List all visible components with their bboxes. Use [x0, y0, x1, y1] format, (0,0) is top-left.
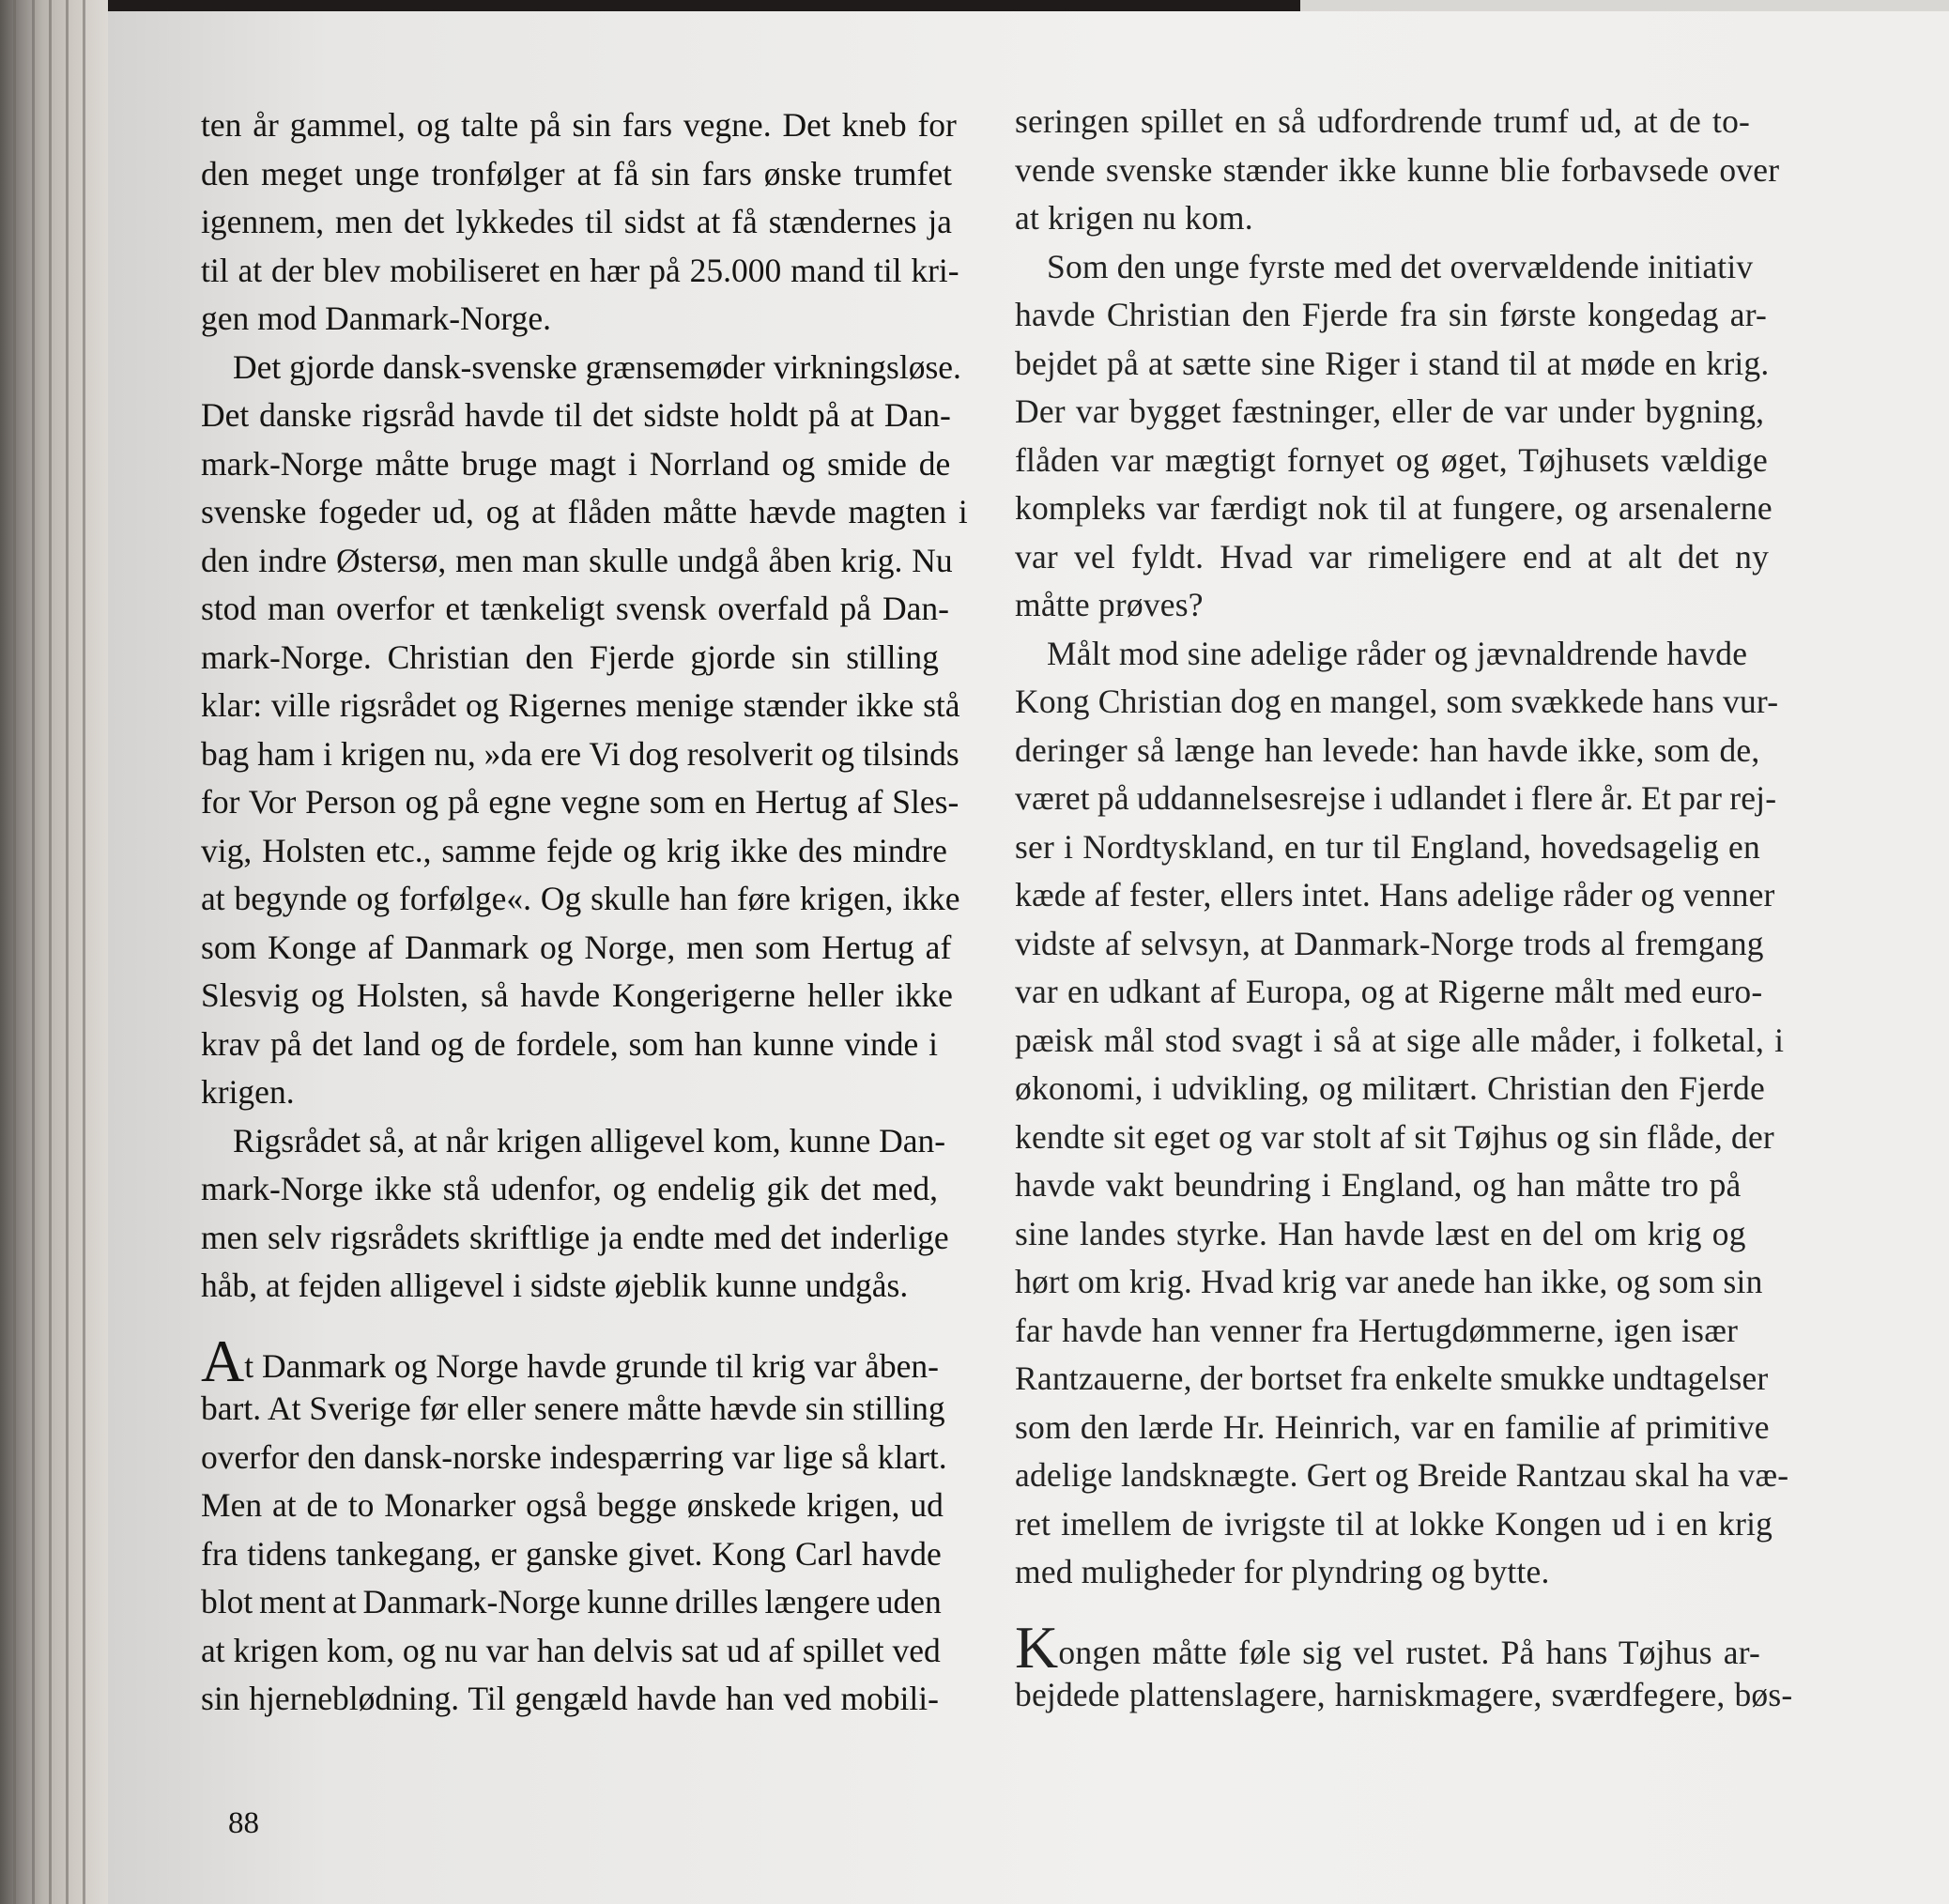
text-line: ret imellem de ivrigste til at lokke Kongen ud i en krig — [1015, 1504, 1773, 1543]
text-line: pæisk mål stod svagt i så at sige alle måder, i folketal, i — [1015, 1021, 1785, 1059]
paragraph — [201, 1117, 980, 1311]
section-paragraph — [1015, 1613, 1850, 1720]
text-line: havde vakt beundring i England, og han måtte tro på — [1015, 1166, 1742, 1204]
text-line: været på uddannelsesrejse i udlandet i flere år. Et par rej- — [1015, 779, 1777, 817]
text-line: for Vor Person og på egne vegne som en Hertug af Sles- — [201, 783, 959, 821]
text-line: Der var bygget fæstninger, eller de var under bygning, — [1015, 392, 1765, 430]
left-column — [201, 101, 980, 1724]
text-line — [1015, 1613, 1850, 1681]
text-run: ongen måtte føle sig vel rustet. På hans Tøjhus ar- — [1058, 1633, 1761, 1671]
text-line: ser i Nordtyskland, en tur til England, hovedsagelig en — [1015, 827, 1760, 866]
text-line: bejdet på at sætte sine Riger i stand til at møde en krig. — [1015, 344, 1770, 382]
text-line: hørt om krig. Hvad krig var anede han ikke, og som sin — [1015, 1263, 1763, 1300]
text-line: overfor den dansk-norske indespærring var lige så klart. — [201, 1437, 947, 1476]
text-line: Kong Christian dog en mangel, som svækkede hans vur- — [1015, 683, 1779, 720]
text-line: kendte sit eget og var stolt af sit Tøjhus og sin flåde, der — [1015, 1117, 1774, 1156]
text-line: bejdede plattenslagere, harniskmagere, sværdfegere, bøs- — [1015, 1676, 1793, 1713]
text-line: stod man overfor et tænkeligt svensk overfald på Dan- — [201, 590, 949, 627]
text-line: at krigen nu kom. — [1015, 199, 1253, 237]
text-line: flåden var mægtigt fornyet og øget, Tøjhusets vældige — [1015, 440, 1768, 479]
text-line: mark-Norge. Christian den Fjerde gjorde sin stilling — [201, 637, 939, 676]
text-line: at krigen kom, og nu var han delvis sat ud af spillet ved — [201, 1631, 941, 1669]
text-line: som Konge af Danmark og Norge, men som Hertug af — [201, 928, 952, 966]
text-line: vidste af selvsyn, at Danmark-Norge trods al fremgang — [1015, 924, 1764, 962]
paragraph — [201, 344, 980, 1117]
text-line: mark-Norge ikke stå udenfor, og endelig gik det med, — [201, 1170, 938, 1207]
text-line: kompleks var færdigt nok til at fungere, og arsenalerne — [1015, 489, 1773, 527]
section-paragraph — [201, 1327, 980, 1724]
text-line: Rantzauerne, der bortset fra enkelte smukke undtagelser — [1015, 1359, 1769, 1397]
text-line: måtte prøves? — [1015, 586, 1204, 623]
text-line: at begynde og forfølge«. Og skulle han føre krigen, ikke — [201, 880, 960, 917]
text-line: bag ham i krigen nu, »da ere Vi dog resolverit og tilsinds — [201, 734, 959, 773]
text-line: men selv rigsrådets skriftlige ja endte med det inderlige — [201, 1218, 949, 1256]
text-line: krigen. — [201, 1073, 295, 1111]
drop-cap: A — [201, 1327, 245, 1394]
text-line: bart. At Sverige før eller senere måtte hævde sin stilling — [201, 1390, 945, 1427]
right-column — [1015, 98, 1850, 1720]
text-line: til at der blev mobiliseret en hær på 25.000 mand til kri- — [201, 251, 959, 289]
book-page-edges — [0, 0, 108, 1904]
text-line: far havde han venner fra Hertugdømmerne, igen især — [1015, 1311, 1739, 1349]
text-line: håb, at fejden alligevel i sidste øjeblik kunne undgås. — [201, 1267, 909, 1304]
text-line: sin hjerneblødning. Til gengæld havde han ved mobili- — [201, 1680, 939, 1717]
text-line: adelige landsknægte. Gert og Breide Rantzau skal ha væ- — [1015, 1456, 1789, 1494]
text-line: Men at de to Monarker også begge ønskede krigen, ud — [201, 1486, 944, 1524]
text-line: Som den unge fyrste med det overvældende initiativ — [1047, 247, 1754, 285]
paragraph — [1015, 98, 1850, 243]
text-line: vig, Holsten etc., samme fejde og krig ikke des mindre — [201, 831, 947, 869]
text-line: fra tidens tankegang, er ganske givet. Kong Carl havde — [201, 1534, 942, 1573]
book-page — [108, 11, 1949, 1904]
text-line: mark-Norge måtte bruge magt i Norrland og smide de — [201, 444, 951, 483]
text-line: deringer så længe han levede: han havde ikke, som de, — [1015, 730, 1760, 769]
text-line: ten år gammel, og talte på sin fars vegne. Det kneb for — [201, 106, 957, 144]
text-line: den indre Østersø, men man skulle undgå åben krig. Nu — [201, 541, 953, 579]
text-line: sine landes styrke. Han havde læst en del om krig og — [1015, 1214, 1746, 1252]
text-line: svenske fogeder ud, og at flåden måtte hævde magten i — [201, 493, 968, 530]
text-line: som den lærde Hr. Heinrich, var en familie af primitive — [1015, 1407, 1770, 1446]
text-line: var vel fyldt. Hvad var rimeligere end at alt det ny — [1015, 537, 1770, 576]
text-line: Målt mod sine adelige råder og jævnaldrende havde — [1047, 634, 1748, 672]
text-line — [201, 1327, 980, 1394]
text-line: krav på det land og de fordele, som han kunne vinde i — [201, 1024, 939, 1063]
text-line: Det danske rigsråd havde til det sidste holdt på at Dan- — [201, 396, 951, 434]
paragraph — [1015, 630, 1850, 1597]
text-line: den meget unge tronfølger at få sin fars ønske trumfet — [201, 154, 952, 192]
drop-cap: K — [1015, 1613, 1059, 1681]
text-line: kæde af fester, ellers intet. Hans adelige råder og venner — [1015, 876, 1775, 914]
text-line: økonomi, i udvikling, og militært. Christian den Fjerde — [1015, 1069, 1765, 1107]
text-line: blot ment at Danmark-Norge kunne drilles længere uden — [201, 1583, 942, 1620]
page-number: 88 — [228, 1806, 259, 1840]
text-line: var en udkant af Europa, og at Rigerne målt med euro- — [1015, 973, 1763, 1010]
text-line: seringen spillet en så udfordrende trumf ud, at de to- — [1015, 102, 1751, 140]
text-line: igennem, men det lykkedes til sidst at få stændernes ja — [201, 203, 952, 240]
paragraph — [201, 101, 980, 344]
paragraph — [1015, 243, 1850, 630]
text-line: med muligheder for plyndring og bytte. — [1015, 1553, 1550, 1590]
text-line: Slesvig og Holsten, så havde Kongerigerne heller ikke — [201, 976, 953, 1014]
text-line: klar: ville rigsrådet og Rigernes menige stænder ikke stå — [201, 686, 960, 724]
text-line: havde Christian den Fjerde fra sin første kongedag ar- — [1015, 296, 1768, 333]
text-run: t Danmark og Norge havde grunde til krig var åben- — [244, 1346, 939, 1385]
text-line: gen mod Danmark-Norge. — [201, 299, 551, 337]
text-line: Det gjorde dansk-svenske grænsemøder virkningsløse. — [233, 347, 961, 386]
text-line: vende svenske stænder ikke kunne blie forbavsede over — [1015, 150, 1780, 189]
text-line: Rigsrådet så, at når krigen alligevel kom, kunne Dan- — [233, 1121, 946, 1159]
